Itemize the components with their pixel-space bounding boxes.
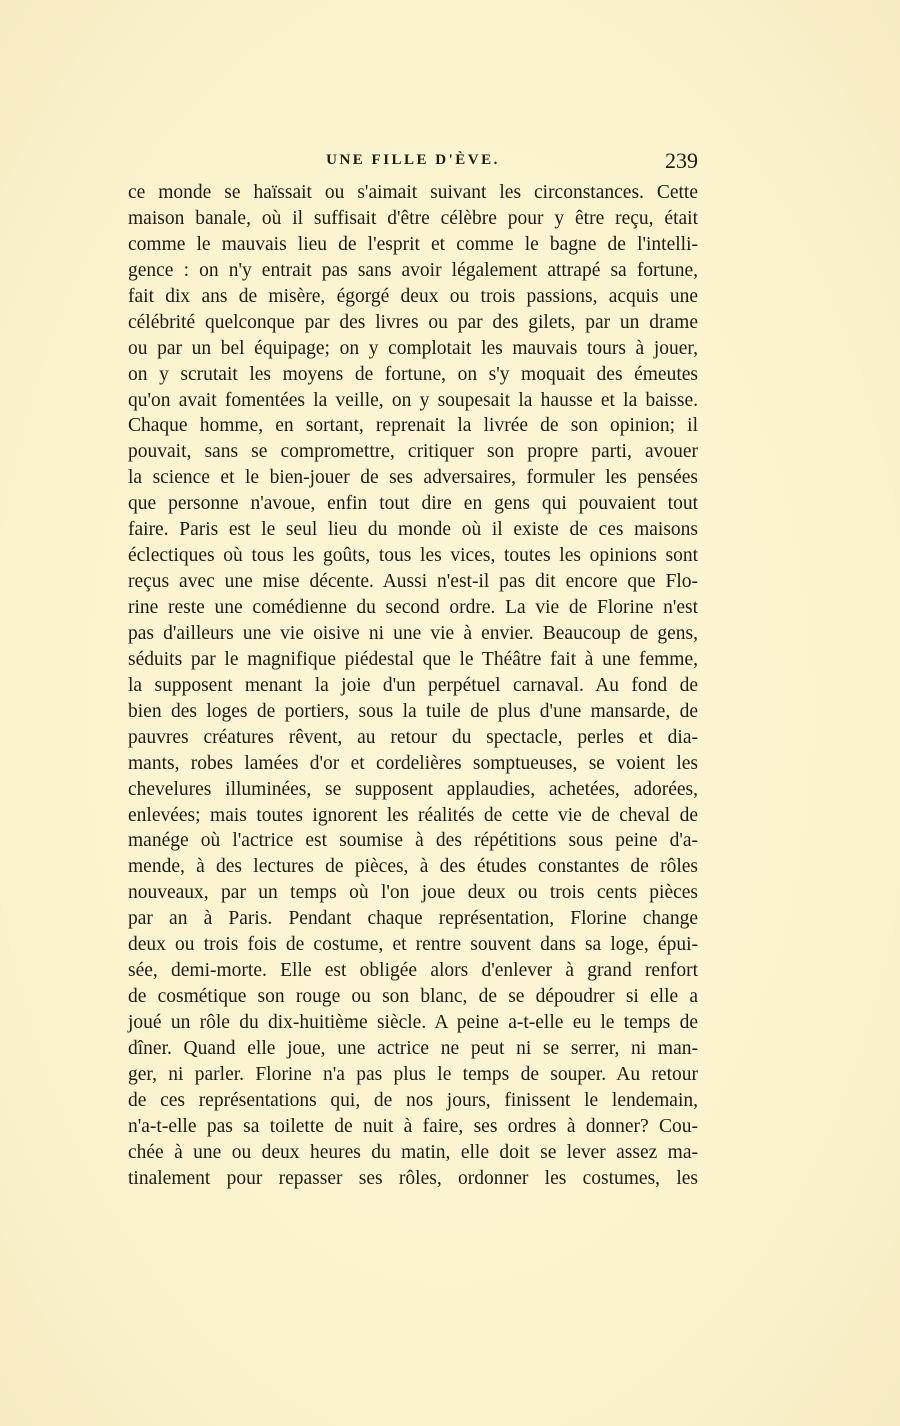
text-line bbox=[128, 206, 698, 232]
text-line bbox=[128, 803, 698, 829]
text-line-content: rine reste une comédienne du second ordre. La vie de Florine n'est bbox=[128, 597, 698, 618]
text-line bbox=[128, 828, 698, 854]
text-line-content: chevelures illuminées, se supposent applaudies, achetées, adorées, bbox=[128, 778, 698, 800]
text-line-content: ger, ni parler. Florine n'a pas plus le temps de souper. Au retour bbox=[128, 1063, 698, 1085]
text-line-content: gence : on n'y entrait pas sans avoir légalement attrapé sa fortune, bbox=[128, 259, 698, 281]
text-line-content: sée, demi-morte. Elle est obligée alors d'enlever à grand renfort bbox=[128, 960, 698, 982]
running-title: UNE FILLE D'ÈVE. bbox=[326, 152, 500, 168]
text-line bbox=[128, 284, 698, 310]
text-line bbox=[128, 725, 698, 751]
text-line-content: pouvait, sans se compromettre, critiquer son propre parti, avouer bbox=[128, 441, 698, 463]
text-line-content: reçus avec une mise décente. Aussi n'est-il pas dit encore que Flo- bbox=[128, 571, 698, 593]
text-line-content: la science et le bien-jouer de ses adversaires, formuler les pensées bbox=[128, 467, 698, 489]
text-line bbox=[128, 413, 698, 439]
text-line bbox=[128, 180, 698, 206]
text-line-content: éclectiques où tous les goûts, tous les vices, toutes les opinions sont bbox=[128, 545, 698, 567]
text-line bbox=[128, 751, 698, 777]
text-line bbox=[128, 336, 698, 362]
text-line-content: ce monde se haïssait ou s'aimait suivant les circonstances. Cette bbox=[128, 182, 698, 203]
text-line bbox=[128, 854, 698, 880]
text-line-content: bien des loges de portiers, sous la tuile de plus d'une mansarde, de bbox=[128, 700, 698, 722]
text-line bbox=[128, 673, 698, 699]
text-line bbox=[128, 439, 698, 465]
text-line bbox=[128, 1140, 698, 1166]
text-line-content: joué un rôle du dix-huitième siècle. A peine a-t-elle eu le temps de bbox=[128, 1012, 698, 1033]
text-line-content: célébrité quelconque par des livres ou par des gilets, par un drame bbox=[128, 311, 698, 333]
text-line-content: nouveaux, par un temps où l'on joue deux ou trois cents pièces bbox=[128, 882, 698, 904]
text-line bbox=[128, 1088, 698, 1114]
text-line bbox=[128, 543, 698, 569]
text-line-content: chée à une ou deux heures du matin, elle doit se lever assez ma- bbox=[128, 1141, 698, 1163]
text-line bbox=[128, 932, 698, 958]
text-line bbox=[128, 362, 698, 388]
text-line-content: comme le mauvais lieu de l'esprit et comme le bagne de l'intelli- bbox=[128, 233, 698, 255]
text-line-content: n'a-t-elle pas sa toilette de nuit à faire, ses ordres à donner? Cou- bbox=[128, 1115, 698, 1137]
text-line-content: enlevées; mais toutes ignorent les réalités de cette vie de cheval de bbox=[128, 804, 698, 826]
text-line-content: mende, à des lectures de pièces, à des études constantes de rôles bbox=[128, 856, 698, 878]
text-line bbox=[128, 595, 698, 621]
text-line-content: deux ou trois fois de costume, et rentre souvent dans sa loge, épui- bbox=[128, 934, 698, 956]
text-line-content: de ces représentations qui, de nos jours, finissent le lendemain, bbox=[128, 1089, 698, 1111]
text-line bbox=[128, 699, 698, 725]
text-line-content: pas d'ailleurs une vie oisive ni une vie à envier. Beaucoup de gens, bbox=[128, 622, 698, 644]
text-line-content: pauvres créatures rêvent, au retour du spectacle, perles et dia- bbox=[128, 726, 698, 748]
text-line-content: mants, robes lamées d'or et cordelières somptueuses, se voient les bbox=[128, 752, 698, 774]
text-line-content: dîner. Quand elle joue, une actrice ne peut ni se serrer, ni man- bbox=[128, 1037, 698, 1059]
text-line bbox=[128, 465, 698, 491]
text-line-content: faire. Paris est le seul lieu du monde où il existe de ces maisons bbox=[128, 519, 698, 541]
text-line-content: manége où l'actrice est soumise à des répétitions sous peine d'a- bbox=[128, 830, 698, 852]
text-line bbox=[128, 1062, 698, 1088]
text-line-content: ou par un bel équipage; on y complotait les mauvais tours à jouer, bbox=[128, 337, 698, 359]
text-line-content: qu'on avait fomentées la veille, on y soupesait la hausse et la baisse. bbox=[128, 389, 698, 411]
body-text bbox=[128, 180, 698, 1192]
text-line bbox=[128, 777, 698, 803]
text-line-content: fait dix ans de misère, égorgé deux ou trois passions, acquis une bbox=[128, 285, 698, 307]
text-line bbox=[128, 258, 698, 284]
text-line-content: tinalement pour repasser ses rôles, ordonner les costumes, les bbox=[128, 1167, 698, 1189]
text-line-content: de cosmétique son rouge ou son blanc, de se dépoudrer si elle a bbox=[128, 986, 698, 1008]
text-line bbox=[128, 310, 698, 336]
text-line bbox=[128, 517, 698, 543]
text-line bbox=[128, 569, 698, 595]
text-line bbox=[128, 906, 698, 932]
text-line bbox=[128, 958, 698, 984]
text-line bbox=[128, 388, 698, 414]
text-line bbox=[128, 491, 698, 517]
text-line bbox=[128, 647, 698, 673]
text-line-content: on y scrutait les moyens de fortune, on s'y moquait des émeutes bbox=[128, 363, 698, 385]
page-header bbox=[128, 150, 698, 176]
text-line-content: par an à Paris. Pendant chaque représentation, Florine change bbox=[128, 908, 698, 930]
text-line bbox=[128, 984, 698, 1010]
text-line-content: que personne n'avoue, enfin tout dire en gens qui pouvaient tout bbox=[128, 493, 698, 515]
text-line bbox=[128, 1010, 698, 1036]
text-line-content: la supposent menant la joie d'un perpétuel carnaval. Au fond de bbox=[128, 674, 698, 696]
text-line-content: Chaque homme, en sortant, reprenait la livrée de son opinion; il bbox=[128, 415, 698, 437]
text-line bbox=[128, 1114, 698, 1140]
text-line bbox=[128, 880, 698, 906]
page-number: 239 bbox=[665, 148, 698, 173]
text-line-content: séduits par le magnifique piédestal que le Théâtre fait à une femme, bbox=[128, 648, 698, 670]
text-line bbox=[128, 1166, 698, 1192]
text-line bbox=[128, 621, 698, 647]
text-line bbox=[128, 232, 698, 258]
text-line bbox=[128, 1036, 698, 1062]
text-line-content: maison banale, où il suffisait d'être célèbre pour y être reçu, était bbox=[128, 207, 698, 229]
